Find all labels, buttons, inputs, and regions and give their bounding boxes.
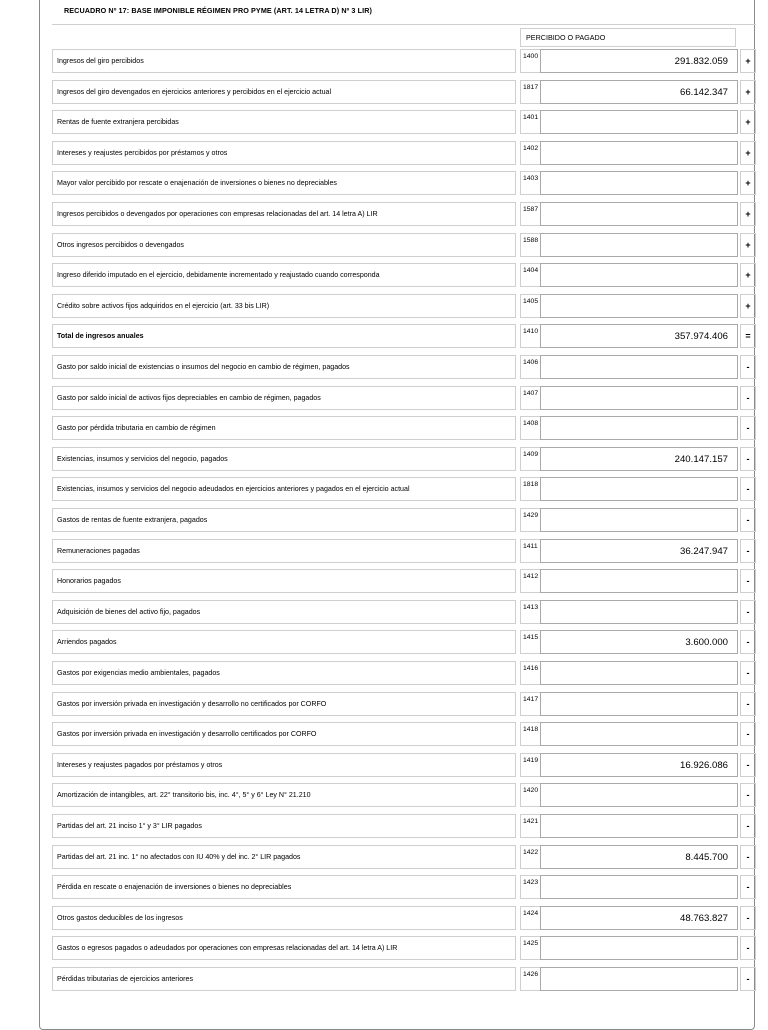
row-label: Honorarios pagados: [52, 569, 516, 593]
row-label: Total de ingresos anuales: [52, 324, 516, 348]
amount-field[interactable]: [540, 569, 738, 593]
amount-field[interactable]: [540, 967, 738, 991]
amount-field[interactable]: [540, 600, 738, 624]
operation-sign: +: [740, 233, 756, 257]
amount-field[interactable]: 48.763.827: [540, 906, 738, 930]
row-code: 1411: [520, 539, 542, 563]
amount-field[interactable]: [540, 692, 738, 716]
form-row: [52, 753, 756, 777]
row-label: Intereses y reajustes percibidos por préstamos y otros: [52, 141, 516, 165]
operation-sign: -: [740, 508, 756, 532]
row-code: 1817: [520, 80, 542, 104]
row-label: Mayor valor percibido por rescate o enajenación de inversiones o bienes no depreciables: [52, 171, 516, 195]
operation-sign: -: [740, 783, 756, 807]
row-code: 1588: [520, 233, 542, 257]
operation-sign: -: [740, 539, 756, 563]
column-header-percibido-pagado: PERCIBIDO O PAGADO: [520, 28, 736, 47]
row-label: Gastos o egresos pagados o adeudados por operaciones con empresas relacionadas del art. 14 letra A) LIR: [52, 936, 516, 960]
form-row: [52, 875, 756, 899]
amount-field[interactable]: [540, 263, 738, 287]
row-code: 1407: [520, 386, 542, 410]
amount-field[interactable]: [540, 355, 738, 379]
operation-sign: -: [740, 753, 756, 777]
operation-sign: -: [740, 875, 756, 899]
row-label: Existencias, insumos y servicios del negocio, pagados: [52, 447, 516, 471]
form-row: [52, 324, 756, 348]
operation-sign: -: [740, 630, 756, 654]
form-row: [52, 722, 756, 746]
row-label: Existencias, insumos y servicios del negocio adeudados en ejercicios anteriores y pagados en el ejercicio actual: [52, 477, 516, 501]
row-label: Gastos de rentas de fuente extranjera, pagados: [52, 508, 516, 532]
operation-sign: +: [740, 294, 756, 318]
row-label: Gasto por saldo inicial de activos fijos depreciables en cambio de régimen, pagados: [52, 386, 516, 410]
amount-field[interactable]: 8.445.700: [540, 845, 738, 869]
form-row: [52, 110, 756, 134]
form-row: [52, 600, 756, 624]
operation-sign: -: [740, 355, 756, 379]
form-row: [52, 661, 756, 685]
row-code: 1426: [520, 967, 542, 991]
amount-field[interactable]: [540, 202, 738, 226]
row-label: Ingresos del giro percibidos: [52, 49, 516, 73]
row-code: 1587: [520, 202, 542, 226]
amount-field[interactable]: 36.247.947: [540, 539, 738, 563]
row-label: Adquisición de bienes del activo fijo, pagados: [52, 600, 516, 624]
amount-field[interactable]: [540, 110, 738, 134]
row-label: Ingresos del giro devengados en ejercicios anteriores y percibidos en el ejercicio actual: [52, 80, 516, 104]
amount-field[interactable]: 357.974.406: [540, 324, 738, 348]
form-row: [52, 294, 756, 318]
row-label: Pérdidas tributarias de ejercicios anteriores: [52, 967, 516, 991]
amount-field[interactable]: 16.926.086: [540, 753, 738, 777]
row-label: Gasto por pérdida tributaria en cambio de régimen: [52, 416, 516, 440]
row-label: Gastos por exigencias medio ambientales, pagados: [52, 661, 516, 685]
form-row: [52, 477, 756, 501]
operation-sign: -: [740, 967, 756, 991]
operation-sign: -: [740, 692, 756, 716]
operation-sign: -: [740, 906, 756, 930]
operation-sign: +: [740, 171, 756, 195]
form-row: [52, 569, 756, 593]
amount-field[interactable]: [540, 508, 738, 532]
row-label: Crédito sobre activos fijos adquiridos en el ejercicio (art. 33 bis LIR): [52, 294, 516, 318]
amount-field[interactable]: [540, 386, 738, 410]
row-code: 1419: [520, 753, 542, 777]
row-code: 1417: [520, 692, 542, 716]
row-code: 1425: [520, 936, 542, 960]
form-row: [52, 783, 756, 807]
amount-field[interactable]: [540, 661, 738, 685]
operation-sign: +: [740, 141, 756, 165]
row-label: Remuneraciones pagadas: [52, 539, 516, 563]
row-code: 1413: [520, 600, 542, 624]
row-code: 1424: [520, 906, 542, 930]
row-code: 1422: [520, 845, 542, 869]
form-row: [52, 906, 756, 930]
row-code: 1429: [520, 508, 542, 532]
row-label: Intereses y reajustes pagados por préstamos y otros: [52, 753, 516, 777]
form-row: [52, 355, 756, 379]
row-code: 1404: [520, 263, 542, 287]
form-row: [52, 447, 756, 471]
operation-sign: -: [740, 386, 756, 410]
operation-sign: +: [740, 202, 756, 226]
row-code: 1408: [520, 416, 542, 440]
row-code: 1423: [520, 875, 542, 899]
row-code: 1406: [520, 355, 542, 379]
row-label: Otros ingresos percibidos o devengados: [52, 233, 516, 257]
operation-sign: -: [740, 845, 756, 869]
amount-field[interactable]: [540, 171, 738, 195]
operation-sign: +: [740, 49, 756, 73]
row-code: 1420: [520, 783, 542, 807]
form-row: [52, 508, 756, 532]
row-code: 1415: [520, 630, 542, 654]
row-label: Ingresos percibidos o devengados por operaciones con empresas relacionadas del art. 14 letra A) LIR: [52, 202, 516, 226]
amount-field[interactable]: 291.832.059: [540, 49, 738, 73]
operation-sign: -: [740, 722, 756, 746]
row-label: Gasto por saldo inicial de existencias o insumos del negocio en cambio de régimen, pagados: [52, 355, 516, 379]
row-code: 1818: [520, 477, 542, 501]
amount-field[interactable]: [540, 936, 738, 960]
form-row: [52, 202, 756, 226]
row-label: Gastos por inversión privada en investigación y desarrollo certificados por CORFO: [52, 722, 516, 746]
amount-field[interactable]: [540, 233, 738, 257]
row-code: 1409: [520, 447, 542, 471]
operation-sign: =: [740, 324, 756, 348]
form-row: [52, 416, 756, 440]
operation-sign: -: [740, 477, 756, 501]
row-label: Partidas del art. 21 inciso 1° y 3° LIR pagados: [52, 814, 516, 838]
operation-sign: -: [740, 661, 756, 685]
form-row: [52, 171, 756, 195]
operation-sign: -: [740, 447, 756, 471]
row-code: 1400: [520, 49, 542, 73]
form-row: [52, 692, 756, 716]
amount-field[interactable]: [540, 814, 738, 838]
form-row: [52, 814, 756, 838]
form-row: [52, 233, 756, 257]
amount-field[interactable]: [540, 141, 738, 165]
form-row: [52, 263, 756, 287]
row-label: Gastos por inversión privada en investigación y desarrollo no certificados por CORFO: [52, 692, 516, 716]
row-label: Amortización de intangibles, art. 22° transitorio bis, inc. 4°, 5° y 6° Ley N° 21.210: [52, 783, 516, 807]
operation-sign: -: [740, 569, 756, 593]
form-row: [52, 936, 756, 960]
amount-field[interactable]: [540, 477, 738, 501]
operation-sign: -: [740, 416, 756, 440]
row-label: Rentas de fuente extranjera percibidas: [52, 110, 516, 134]
row-code: 1416: [520, 661, 542, 685]
row-label: Arriendos pagados: [52, 630, 516, 654]
amount-field[interactable]: [540, 722, 738, 746]
form-row: [52, 967, 756, 991]
amount-field[interactable]: 66.142.347: [540, 80, 738, 104]
row-code: 1421: [520, 814, 542, 838]
form-row: [52, 539, 756, 563]
row-label: Partidas del art. 21 inc. 1° no afectados con IU 40% y del inc. 2° LIR pagados: [52, 845, 516, 869]
amount-field[interactable]: 3.600.000: [540, 630, 738, 654]
amount-field[interactable]: [540, 294, 738, 318]
row-label: Otros gastos deducibles de los ingresos: [52, 906, 516, 930]
form-row: [52, 141, 756, 165]
form-row: [52, 80, 756, 104]
row-label: Ingreso diferido imputado en el ejercicio, debidamente incrementado y reajustado cuando corresponda: [52, 263, 516, 287]
amount-field[interactable]: [540, 416, 738, 440]
row-code: 1403: [520, 171, 542, 195]
form-row: [52, 630, 756, 654]
form-row: [52, 845, 756, 869]
operation-sign: -: [740, 936, 756, 960]
operation-sign: +: [740, 263, 756, 287]
operation-sign: +: [740, 110, 756, 134]
row-code: 1418: [520, 722, 542, 746]
row-code: 1410: [520, 324, 542, 348]
form-row: [52, 386, 756, 410]
row-label: Pérdida en rescate o enajenación de inversiones o bienes no depreciables: [52, 875, 516, 899]
row-code: 1405: [520, 294, 542, 318]
amount-field[interactable]: [540, 875, 738, 899]
row-code: 1402: [520, 141, 542, 165]
form-title: RECUADRO Nº 17: BASE IMPONIBLE RÉGIMEN PRO PYME (ART. 14 LETRA D) Nº 3 LIR): [64, 6, 372, 15]
row-code: 1412: [520, 569, 542, 593]
operation-sign: -: [740, 600, 756, 624]
form-row: [52, 49, 756, 73]
amount-field[interactable]: [540, 783, 738, 807]
row-code: 1401: [520, 110, 542, 134]
operation-sign: +: [740, 80, 756, 104]
amount-field[interactable]: 240.147.157: [540, 447, 738, 471]
operation-sign: -: [740, 814, 756, 838]
